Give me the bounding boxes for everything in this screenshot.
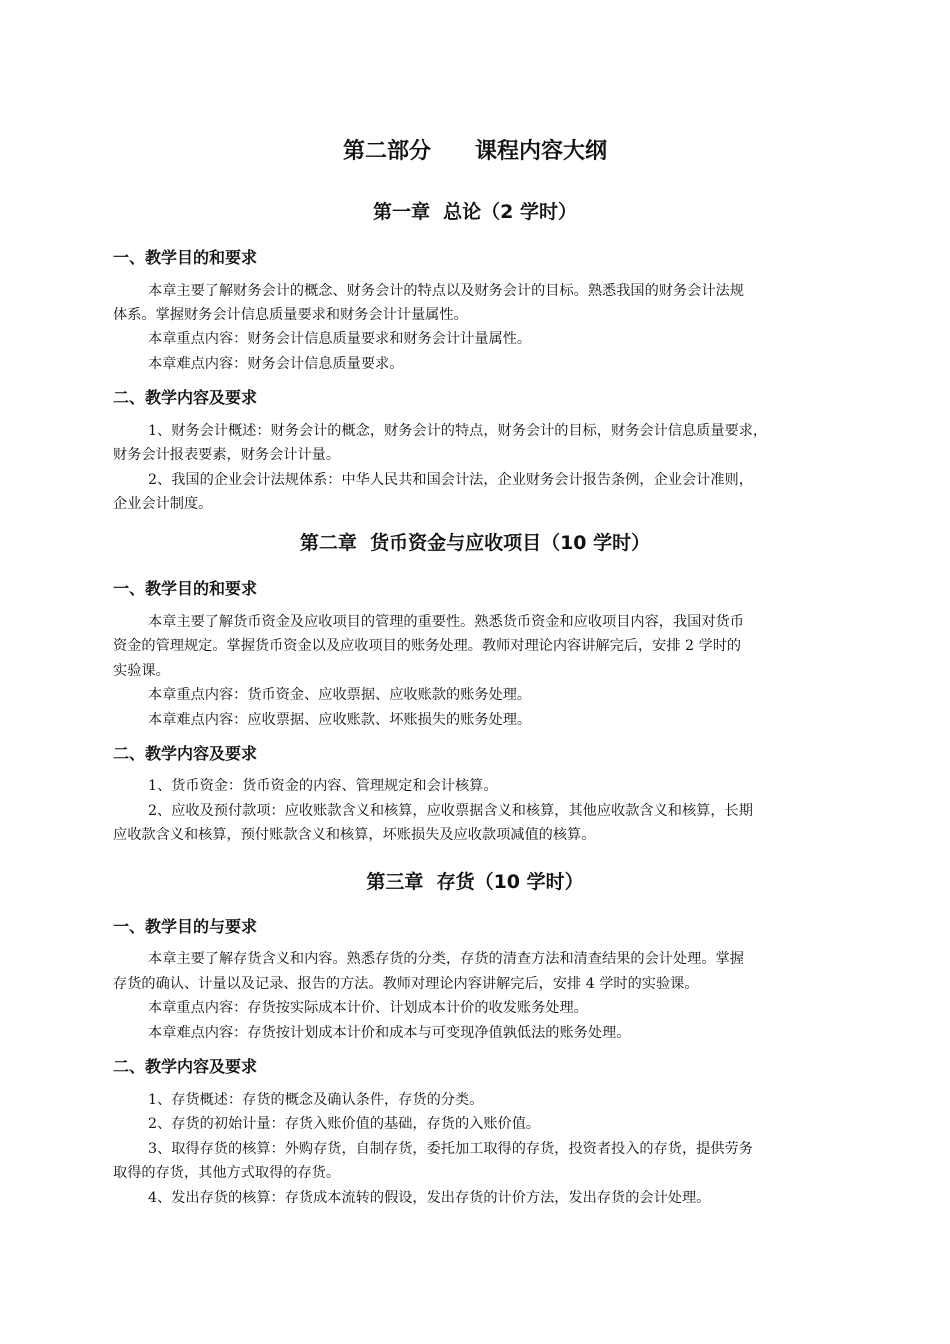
paragraph-line: 3、取得存货的核算：外购存货，自制存货，委托加工取得的存货，投资者投入的存货，提供劳务 xyxy=(148,1141,753,1157)
paragraph-line: 4、发出存货的核算：存货成本流转的假设，发出存货的计价方法，发出存货的会计处理。 xyxy=(148,1190,711,1206)
paragraph-line: 2、存货的初始计量：存货入账价值的基础，存货的入账价值。 xyxy=(148,1116,541,1132)
section-heading: 一、教学目的与要求 xyxy=(113,917,258,936)
section-heading: 一、教学目的和要求 xyxy=(113,579,258,598)
paragraph-line: 1、货币资金：货币资金的内容、管理规定和会计核算。 xyxy=(148,778,498,794)
part-title: 第二部分 课程内容大纲 xyxy=(342,139,607,164)
paragraph-line: 财务会计报表要素，财务会计计量。 xyxy=(113,447,341,463)
section-heading: 二、教学内容及要求 xyxy=(113,744,258,763)
section-heading: 二、教学内容及要求 xyxy=(113,388,258,407)
paragraph-line: 本章主要了解存货含义和内容。熟悉存货的分类，存货的清查方法和清查结果的会计处理。掌握 xyxy=(148,951,744,967)
paragraph-line: 本章重点内容：存货按实际成本计价、计划成本计价的收发账务处理。 xyxy=(148,1000,588,1016)
paragraph-line: 取得的存货，其他方式取得的存货。 xyxy=(113,1165,341,1181)
paragraph-line: 本章难点内容：财务会计信息质量要求。 xyxy=(148,356,404,372)
chapter-title: 第一章 总论（2 学时） xyxy=(372,201,578,223)
paragraph-line: 2、我国的企业会计法规体系：中华人民共和国会计法，企业财务会计报告条例，企业会计准则， xyxy=(148,472,753,488)
paragraph-line: 本章难点内容：应收票据、应收账款、坏账损失的账务处理。 xyxy=(148,712,532,728)
paragraph-line: 1、存货概述：存货的概念及确认条件，存货的分类。 xyxy=(148,1092,484,1108)
paragraph-line: 本章难点内容：存货按计划成本计价和成本与可变现净值孰低法的账务处理。 xyxy=(148,1025,631,1041)
paragraph-line: 2、应收及预付款项：应收账款含义和核算，应收票据含义和核算，其他应收款含义和核算，长期 xyxy=(148,803,753,819)
paragraph-line: 本章重点内容：货币资金、应收票据、应收账款的账务处理。 xyxy=(148,687,532,703)
paragraph-line: 1、财务会计概述：财务会计的概念，财务会计的特点，财务会计的目标，财务会计信息质量要求， xyxy=(148,423,768,439)
paragraph-line: 实验课。 xyxy=(113,663,170,679)
paragraph-line: 存货的确认、计量以及记录、报告的方法。教师对理论内容讲解完后，安排 4 学时的实验课。 xyxy=(113,976,699,992)
paragraph-line: 本章重点内容：财务会计信息质量要求和财务会计计量属性。 xyxy=(148,331,532,347)
chapter-title: 第三章 存货（10 学时） xyxy=(366,871,584,893)
paragraph-line: 本章主要了解货币资金及应收项目的管理的重要性。熟悉货币资金和应收项目内容，我国对货币 xyxy=(148,614,744,630)
paragraph-line: 资金的管理规定。掌握货币资金以及应收项目的账务处理。教师对理论内容讲解完后，安排 2 学时的 xyxy=(113,638,742,654)
paragraph-line: 企业会计制度。 xyxy=(113,496,213,512)
section-heading: 一、教学目的和要求 xyxy=(113,248,258,267)
paragraph-line: 本章主要了解财务会计的概念、财务会计的特点以及财务会计的目标。熟悉我国的财务会计法规 xyxy=(148,283,744,299)
paragraph-line: 体系。掌握财务会计信息质量要求和财务会计计量属性。 xyxy=(113,307,468,323)
paragraph-line: 应收款含义和核算，预付账款含义和核算，坏账损失及应收款项减值的核算。 xyxy=(113,827,596,843)
chapter-title: 第二章 货币资金与应收项目（10 学时） xyxy=(299,532,651,554)
section-heading: 二、教学内容及要求 xyxy=(113,1057,258,1076)
